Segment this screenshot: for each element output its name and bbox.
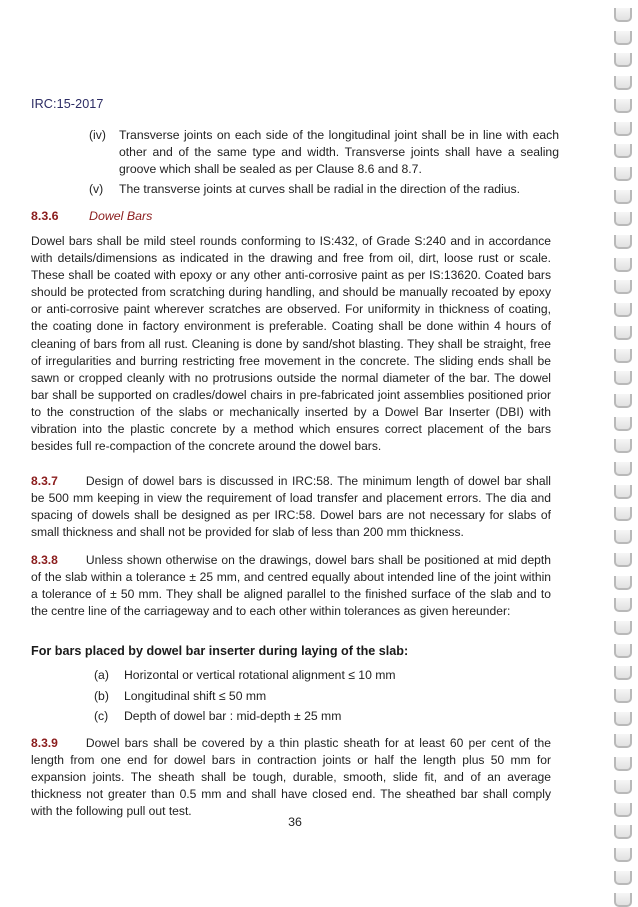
binding-ring [614,576,632,590]
binding-ring [614,53,632,67]
binding-ring [614,439,632,453]
tolerance-number: (b) [94,689,109,703]
binding-ring [614,825,632,839]
subheading-dbi: For bars placed by dowel bar inserter during laying of the slab: [31,644,409,658]
binding-ring [614,99,632,113]
binding-ring [614,76,632,90]
tolerance-number: (c) [94,709,109,723]
tolerance-item-b [94,688,514,705]
tolerance-text: Longitudinal shift ≤ 50 mm [124,689,267,703]
binding-ring [614,621,632,635]
binding-ring [614,167,632,181]
tolerance-text: Depth of dowel bar : mid-depth ± 25 mm [124,709,342,723]
binding-ring [614,462,632,476]
binding-ring [614,871,632,885]
list-item-iv [89,127,559,179]
list-item-text: The transverse joints at curves shall be radial in the direction of the radius. [119,182,521,196]
binding-ring [614,780,632,794]
binding-ring [614,666,632,680]
binding-ring [614,417,632,431]
binding-ring [614,394,632,408]
tolerance-item-a [94,667,514,684]
binding-ring [614,530,632,544]
paragraph-number: 8.3.8 [31,553,58,567]
paragraph-text: Design of dowel bars is discussed in IRC:58. The minimum length of dowel bar shall be 500 mm keeping in view the requirement of load transfer and placement errors. The dia and spacing of dowels shall be designed as per IRC:58. Dowel bars are not necessary for slabs of small thickness and shall not be provided for slab of less than 200 mm thickness. [31,474,551,540]
binding-ring [614,803,632,817]
tolerance-item-c [94,708,514,725]
section-number: 8.3.6 [31,209,59,223]
binding-ring [614,280,632,294]
binding-ring [614,848,632,862]
paragraph-text: Unless shown otherwise on the drawings, dowel bars shall be positioned at mid depth of the slab within a tolerance ± 25 mm, and centred equally about intended line of the joint within a tolerance of ± 50 mm. They shall be aligned parallel to the finished surface of the slab and to the centre line of the carriageway and to each other within tolerances as given hereunder: [31,553,551,619]
binding-ring [614,893,632,907]
binding-ring [614,349,632,363]
binding-ring [614,235,632,249]
paragraph-number: 8.3.9 [31,736,58,750]
list-item-text: Transverse joints on each side of the longitudinal joint shall be in line with each other and of the same type and width. Transverse joints shall have a sealing groove which shall be sealed as per Clause 8.6 and 8.7. [119,128,559,177]
page-number: 36 [288,815,302,829]
tolerance-text: Horizontal or vertical rotational alignment ≤ 10 mm [124,668,396,682]
list-item-v [89,181,559,198]
document-code: IRC:15-2017 [31,97,104,111]
binding-ring [614,326,632,340]
list-item-number: (iv) [89,128,106,142]
binding-ring [614,757,632,771]
binding-ring [614,303,632,317]
binding-ring [614,190,632,204]
section-title: Dowel Bars [89,209,153,223]
binding-ring [614,485,632,499]
binding-ring [614,644,632,658]
binding-ring [614,689,632,703]
paragraph-839 [31,735,551,820]
binding-ring [614,507,632,521]
paragraph-838 [31,552,551,620]
binding-ring [614,31,632,45]
binding-ring [614,8,632,22]
list-item-number: (v) [89,182,104,196]
binding-ring [614,712,632,726]
binding-ring [614,122,632,136]
paragraph-text: Dowel bars shall be covered by a thin plastic sheath for at least 60 per cent of the length from one end for dowel bars in contraction joints or half the length plus 50 mm for expansion joints. The sheath shall be tough, durable, smooth, slide fit, and of an average thickness not greater than 0.5 mm and shall have closed end. The sheathed bar shall comply with the following pull out test. [31,736,551,819]
binding-ring [614,212,632,226]
paragraph-number: 8.3.7 [31,474,58,488]
binding-ring [614,258,632,272]
binding-ring [614,734,632,748]
tolerance-number: (a) [94,668,109,682]
paragraph-837 [31,473,551,541]
binding-ring [614,553,632,567]
section-heading-836 [31,208,153,225]
binding-ring [614,598,632,612]
spiral-binding [614,0,632,902]
paragraph-836: Dowel bars shall be mild steel rounds conforming to IS:432, of Grade S:240 and in accordance with details/dimensions as indicated in the drawing and free from oil, dirt, loose rust or scale. These shall be coated with epoxy or any other anti-corrosive paint as per IS:13620. Coated bars should be protected from scratching during handling, and should be manually recoated by epoxy or anti-corrosive paint wherever scratches are observed. For uniformity in thickness of coating, the coating done in factory environment is preferable. Coating shall be done within 4 hours of cleaning of bars from all rust. Cleaning is done by sand/shot blasting. They shall be straight, free of irregularities and burring restricting free movement in the concrete. The sliding ends shall be sawn or cropped cleanly with no protrusions outside the normal diameter of the bar. The dowel bar shall be supported on cradles/dowel chairs in pre-fabricated joint assemblies positioned prior to the construction of the slabs or mechanically inserted by a Dowel Bar Inserter (DBI) with vibration into the plastic concrete by a method which ensures correct placement of the bars besides full re-compaction of the concrete around the dowel bars. [31,234,551,454]
binding-ring [614,144,632,158]
binding-ring [614,371,632,385]
